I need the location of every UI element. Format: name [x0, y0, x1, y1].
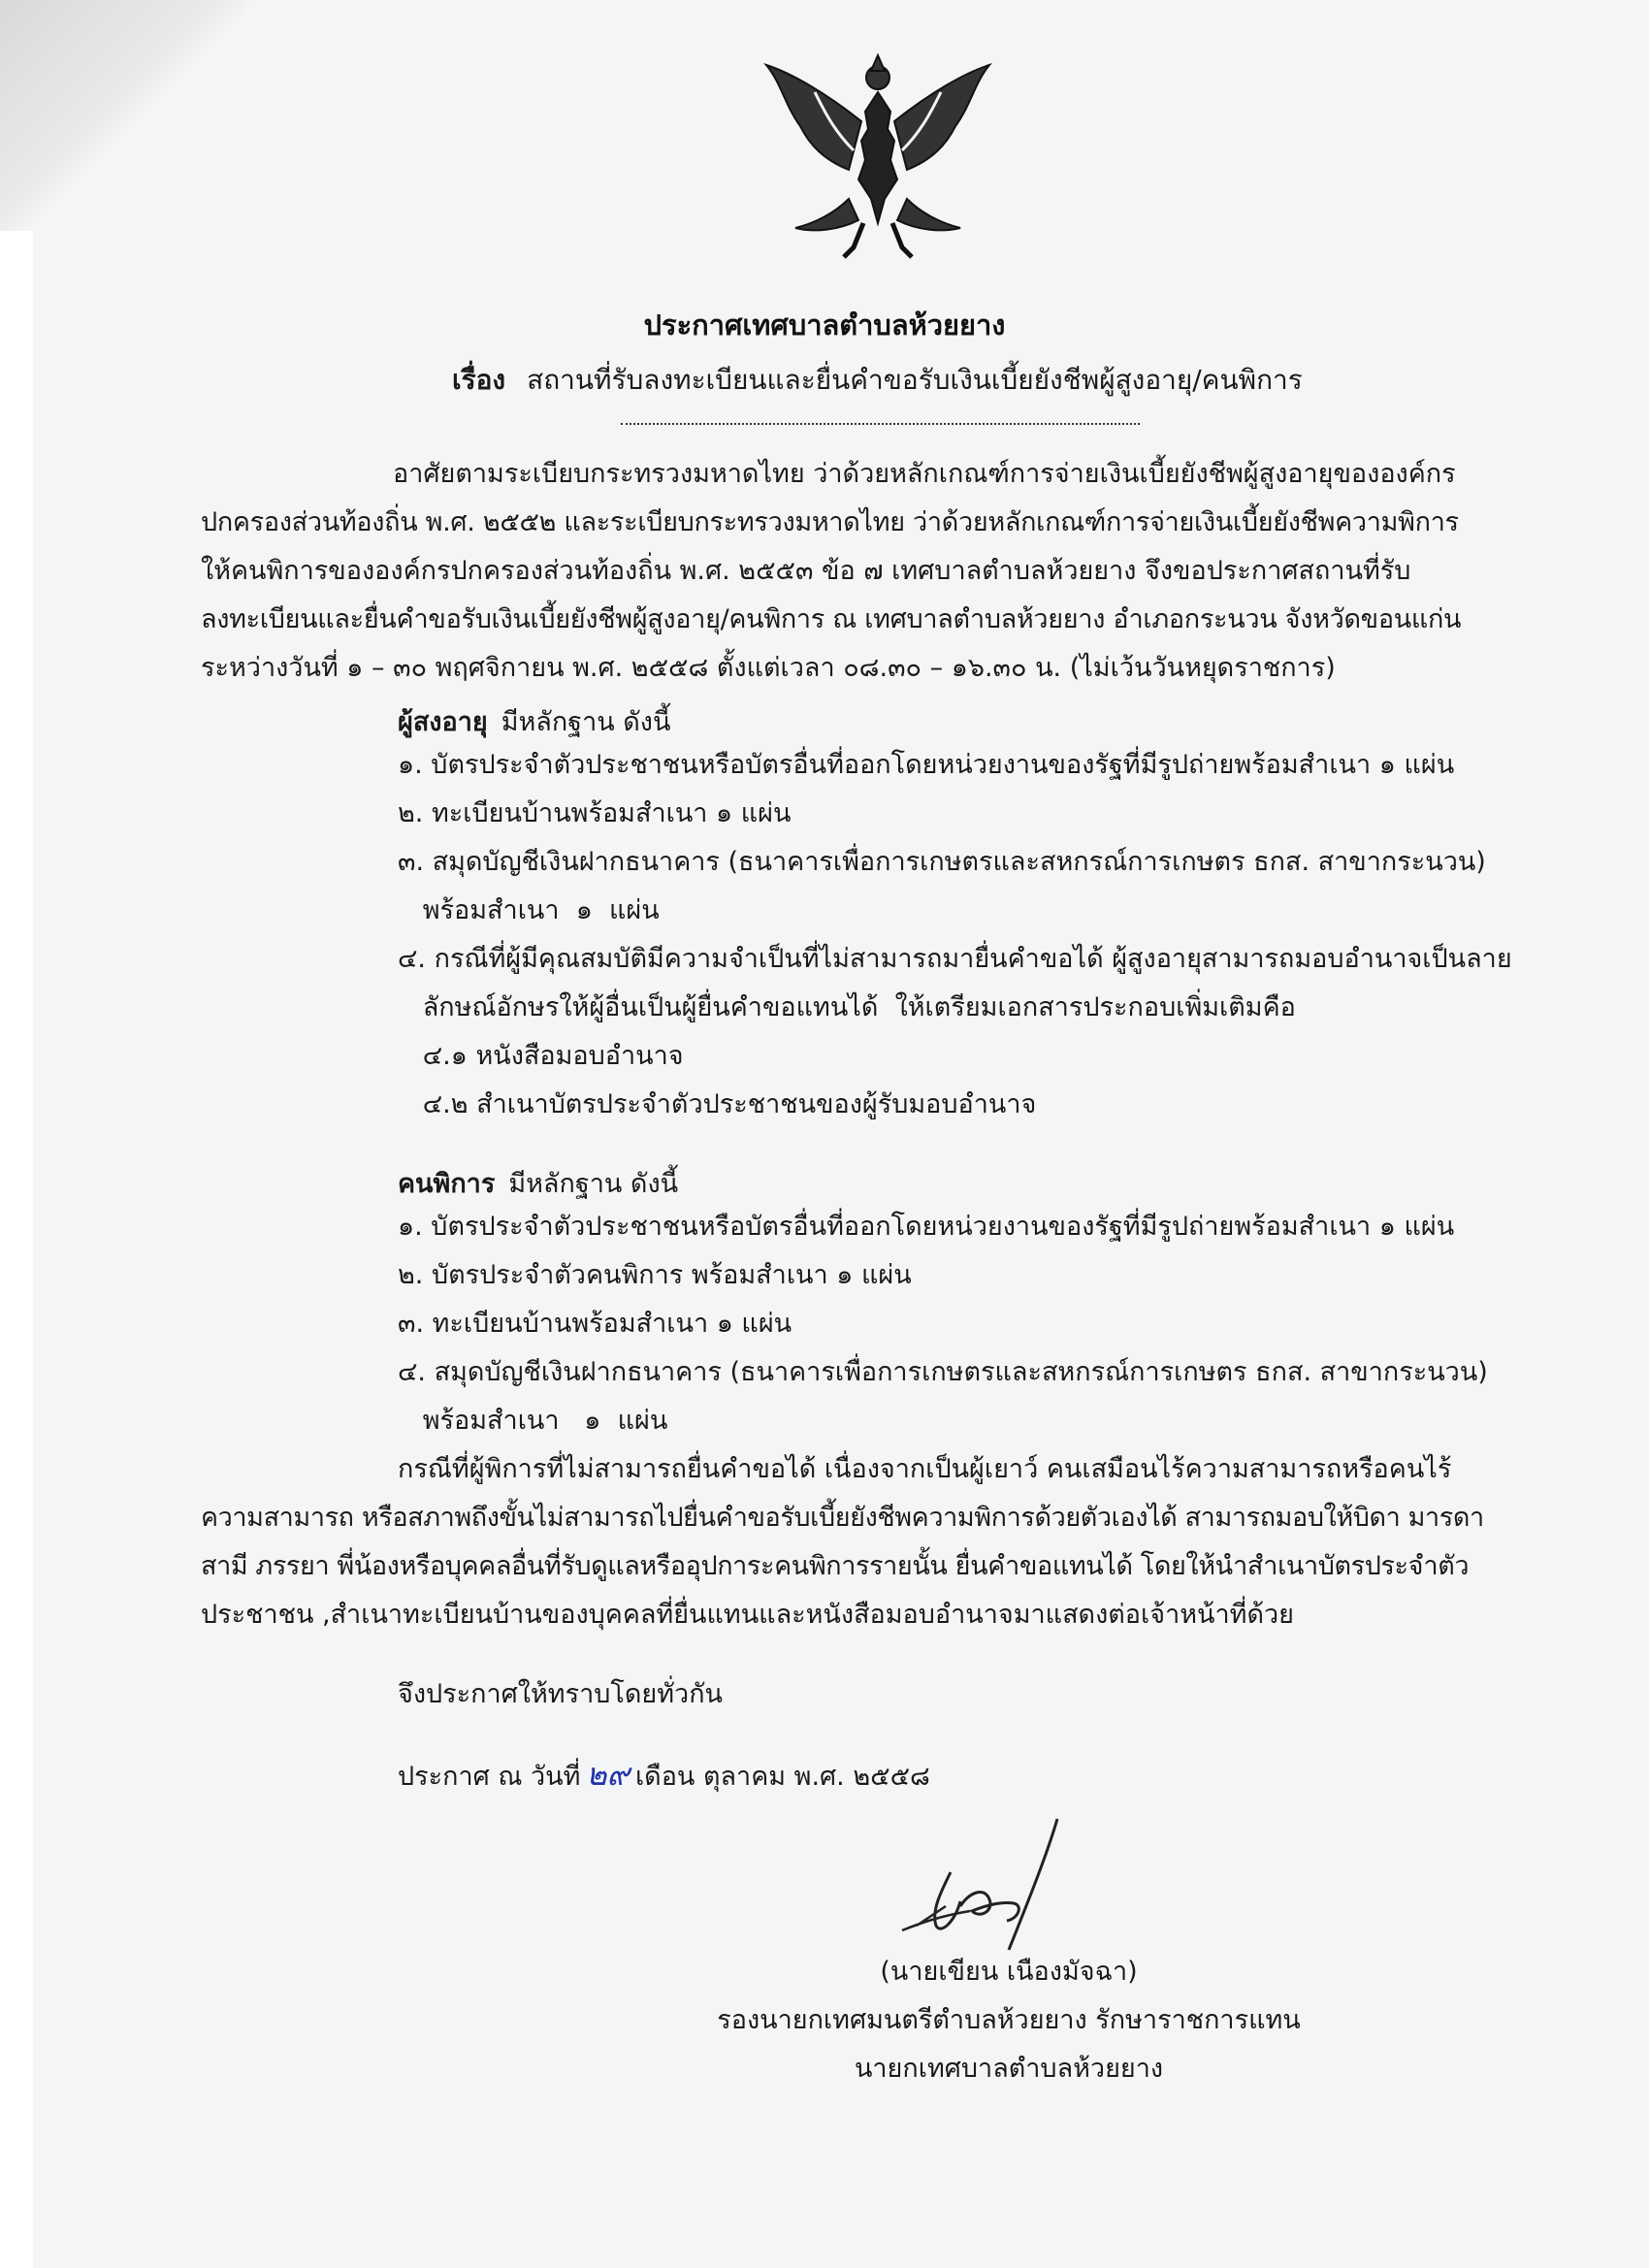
intro-line: อาศัยตามระเบียบกระทรวงมหาดไทย ว่าด้วยหลักเกณฑ์การจ่ายเงินเบี้ยยังชีพผู้สูงอายุขององค์กร [393, 459, 1456, 489]
elderly-item: ๒. ทะเบียนบ้านพร้อมสำเนา ๑ แผ่น [398, 798, 792, 828]
elderly-item: ๔. กรณีที่ผู้มีคุณสมบัติมีความจำเป็นที่ไม่สามารถมายื่นคำขอได้ ผู้สูงอายุสามารถมอบอำนาจเป็นลาย [398, 944, 1512, 974]
signature-icon [892, 1814, 1077, 1960]
elderly-heading-label: ผู้สงอายุ [398, 707, 488, 737]
subject-text: สถานที่รับลงทะเบียนและยื่นคำขอรับเงินเบี้ยยังชีพผู้สูงอายุ/คนพิการ [527, 364, 1303, 396]
intro-line: ลงทะเบียนและยื่นคำขอรับเงินเบี้ยยังชีพผู้สูงอายุ/คนพิการ ณ เทศบาลตำบลห้วยยาง อำเภอกระนวน จังหวัดขอนแก่น [201, 604, 1462, 634]
signer-position-1: รองนายกเทศมนตรีตำบลห้วยยาง รักษาราชการแทน [717, 2005, 1301, 2035]
date-suffix: เดือน ตุลาคม พ.ศ. ๒๕๕๘ [634, 1762, 930, 1792]
disabled-heading [398, 1162, 678, 1204]
proxy-line: กรณีที่ผู้พิการที่ไม่สามารถยื่นคำขอได้ เนื่องจากเป็นผู้เยาว์ คนเสมือนไร้ความสามารถหรือคนไร้ [398, 1454, 1452, 1484]
elderly-heading [398, 700, 670, 742]
disabled-item: ๒. บัตรประจำตัวคนพิการ พร้อมสำเนา ๑ แผ่น [398, 1260, 912, 1290]
disabled-item: ๔. สมุดบัญชีเงินฝากธนาคาร (ธนาคารเพื่อการเกษตรและสหกรณ์การเกษตร ธกส. สาขากระนวน) [398, 1357, 1488, 1387]
proxy-line: สามี ภรรยา พี่น้องหรือบุคคลอื่นที่รับดูแลหรืออุปการะคนพิการรายนั้น ยื่นคำขอแทนได้ โดยให้นำสำเนาบัตรประจำตัว [201, 1551, 1470, 1581]
elderly-heading-rest: มีหลักฐาน ดังนี้ [501, 707, 671, 737]
disabled-heading-rest: มีหลักฐาน ดังนี้ [508, 1169, 679, 1199]
intro-line: ปกครองส่วนท้องถิ่น พ.ศ. ๒๕๕๒ และระเบียบกระทรวงมหาดไทย ว่าด้วยหลักเกณฑ์การจ่ายเงินเบี้ยยังชีพความพิการ [201, 507, 1459, 537]
elderly-item: ลักษณ์อักษรให้ผู้อื่นเป็นผู้ยื่นคำขอแทนได้ ให้เตรียมเอกสารประกอบเพิ่มเติมคือ [398, 992, 1296, 1022]
elderly-item: ๔.๒ สำเนาบัตรประจำตัวประชาชนของผู้รับมอบอำนาจ [398, 1089, 1037, 1119]
date-day-handwritten: ๒๙ [586, 1756, 630, 1793]
date-prefix: ประกาศ ณ วันที่ [398, 1762, 581, 1792]
elderly-item: ๔.๑ หนังสือมอบอำนาจ [398, 1041, 684, 1071]
elderly-item: ๓. สมุดบัญชีเงินฝากธนาคาร (ธนาคารเพื่อการเกษตรและสหกรณ์การเกษตร ธกส. สาขากระนวน) [398, 847, 1486, 877]
date-line [398, 1758, 930, 1794]
signer-position-2: นายกเทศบาลตำบลห้วยยาง [854, 2054, 1164, 2084]
elderly-item: ๑. บัตรประจำตัวประชาชนหรือบัตรอื่นที่ออกโดยหน่วยงานของรัฐที่มีรูปถ่ายพร้อมสำเนา ๑ แผ่น [398, 750, 1455, 780]
proxy-line: ประชาชน ,สำเนาทะเบียนบ้านของบุคคลที่ยื่นแทนและหนังสือมอบอำนาจมาแสดงต่อเจ้าหน้าที่ด้วย [201, 1600, 1294, 1630]
subject-line [452, 359, 1303, 402]
dotted-divider [621, 423, 1140, 425]
disabled-item: ๑. บัตรประจำตัวประชาชนหรือบัตรอื่นที่ออกโดยหน่วยงานของรัฐที่มีรูปถ่ายพร้อมสำเนา ๑ แผ่น [398, 1212, 1455, 1242]
garuda-emblem-icon [757, 53, 999, 267]
disabled-heading-label: คนพิการ [398, 1169, 496, 1199]
disabled-item: ๓. ทะเบียนบ้านพร้อมสำเนา ๑ แผ่น [398, 1309, 792, 1339]
closing-line: จึงประกาศให้ทราบโดยทั่วกัน [398, 1679, 723, 1709]
elderly-item: พร้อมสำเนา ๑ แผ่น [398, 895, 660, 925]
proxy-line: ความสามารถ หรือสภาพถึงขั้นไม่สามารถไปยื่นคำขอรับเบี้ยยังชีพความพิการด้วยตัวเองได้ สามารถมอบให้บิดา มารดา [201, 1503, 1484, 1533]
subject-label: เรื่อง [452, 364, 506, 396]
intro-line: ให้คนพิการขององค์กรปกครองส่วนท้องถิ่น พ.ศ. ๒๕๕๓ ข้อ ๗ เทศบาลตำบลห้วยยาง จึงขอประกาศสถานที่รับ [201, 556, 1411, 586]
intro-line: ระหว่างวันที่ ๑ – ๓๐ พฤศจิกายน พ.ศ. ๒๕๕๘ ตั้งแต่เวลา ๐๘.๓๐ – ๑๖.๓๐ น. (ไม่เว้นวันหยุดราชการ) [201, 653, 1336, 683]
disabled-item: พร้อมสำเนา ๑ แผ่น [398, 1406, 668, 1436]
announcement-title: ประกาศเทศบาลตำบลห้วยยาง [643, 308, 1006, 341]
signer-name: (นายเขียน เนืองมัจฉา) [880, 1957, 1138, 1987]
